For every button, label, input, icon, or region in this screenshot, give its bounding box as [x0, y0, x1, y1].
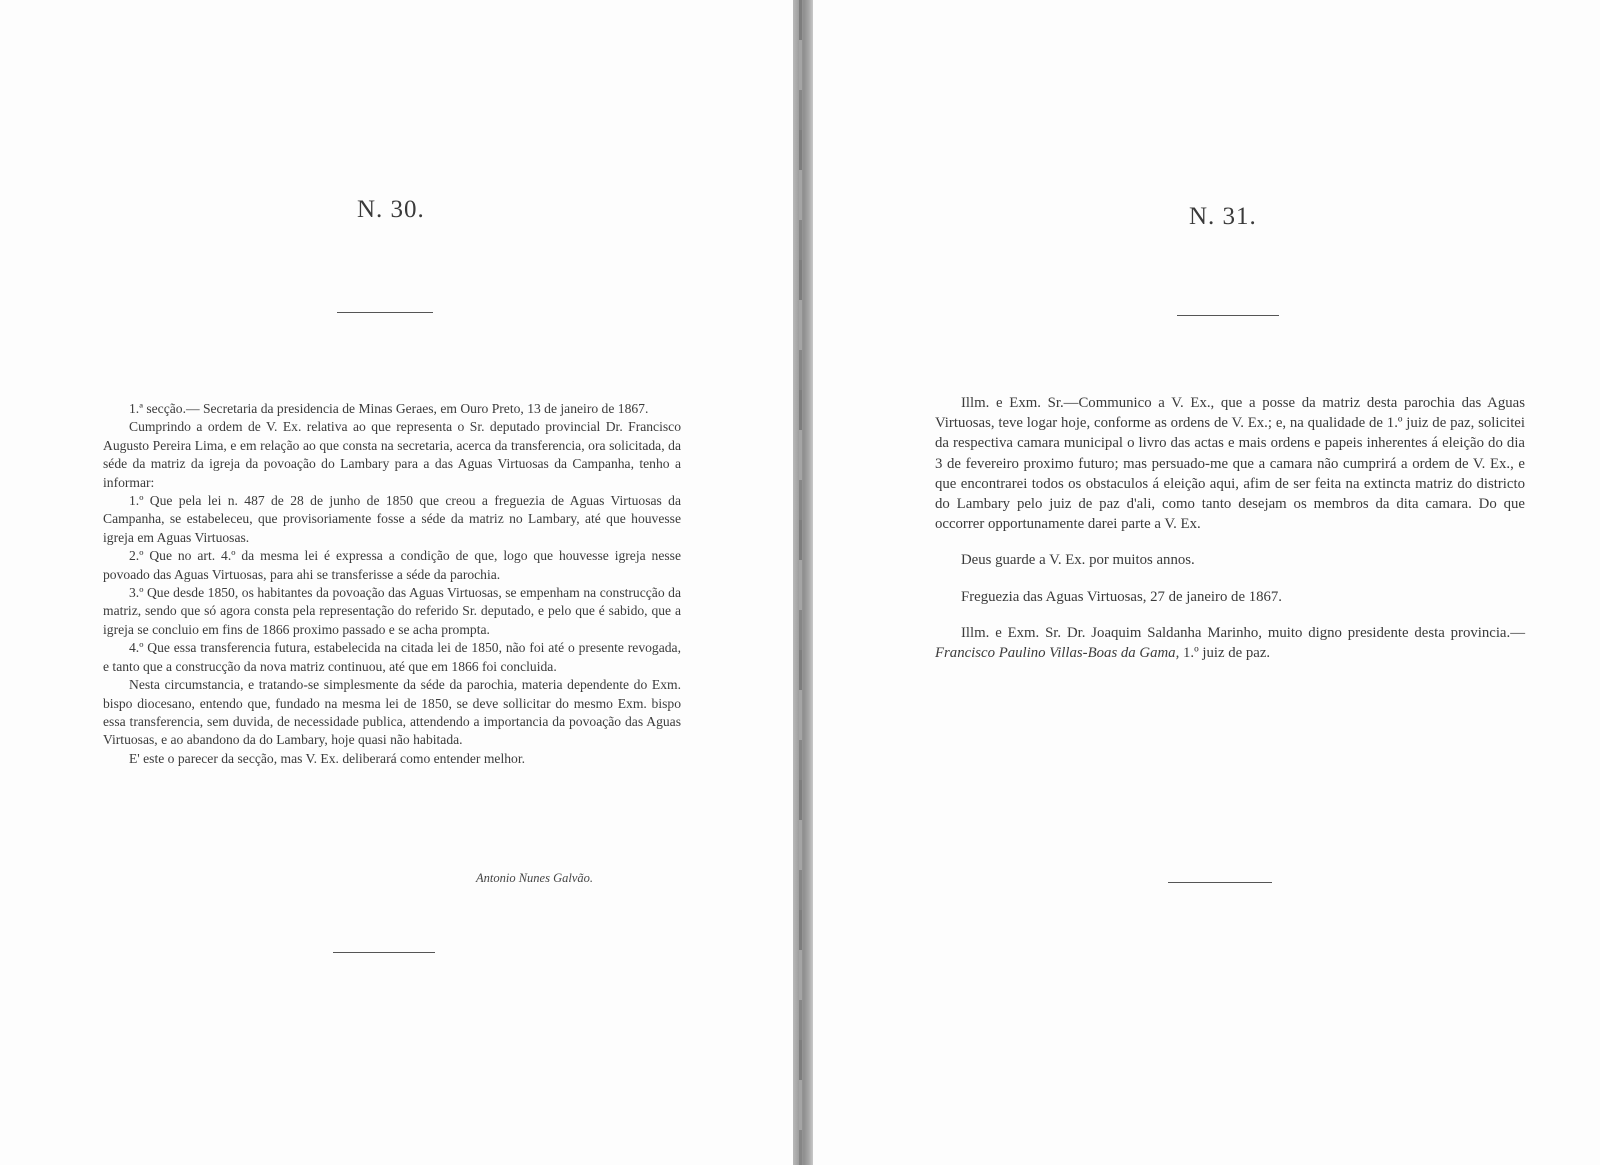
paragraph: Freguezia das Aguas Virtuosas, 27 de janeiro de 1867. — [961, 588, 1283, 605]
paragraph: 4.º Que essa transferencia futura, estabelecida na citada lei de 1850, não foi até o presente revogada, e tanto que a construcção da nova matriz continuou, até que em 1866 foi concluida. — [103, 640, 681, 674]
closing-suffix: 1.º juiz de paz. — [1179, 645, 1271, 662]
closing-prefix: Illm. e Exm. Sr. Dr. Joaquim Saldanha Marinho, muito digno presidente desta provincia.— — [961, 624, 1525, 641]
paragraph: 1.º Que pela lei n. 487 de 28 de junho de 1850 que creou a freguezia de Aguas Virtuosas da Campanha, se estabeleceu, que provisoriamente fosse a séde da matriz no Lambary, até que houvesse igreja em Aguas Virtuosas. — [103, 493, 681, 545]
document-body — [103, 400, 681, 768]
signature: Antonio Nunes Galvão. — [476, 871, 594, 885]
paragraph: Nesta circumstancia, e tratando-se simplesmente da séde da parochia, materia dependente do Exm. bispo diocesano, entendo que, fundado na mesma lei de 1850, se deve sollicitar do mesmo Exm. bispo essa transferencia, sem duvida, de necessidade publica, attendendo a importancia da povoação das Aguas Virtuosas, e ao abandono da do Lambary, hoje quasi não habitada. — [103, 677, 681, 748]
heading-divider — [1177, 315, 1279, 316]
document-body — [935, 393, 1525, 663]
document-number-heading: N. 30. — [357, 196, 425, 223]
closing-paragraph — [935, 623, 1525, 663]
heading-divider — [337, 312, 433, 313]
paragraph: 1.ª secção.— Secretaria da presidencia de Minas Geraes, em Ouro Preto, 13 de janeiro de 1867. — [129, 401, 649, 416]
paragraph: Illm. e Exm. Sr.—Communico a V. Ex., que a posse da matriz desta parochia das Aguas Virtuosas, teve logar hoje, conforme as ordens de V. Ex.; e, na qualidade de 1.º juiz de paz, solicitei da respectiva camara municipal o livro das actas e mais ordens e papeis inherentes á eleição do dia 3 de fevereiro proximo futuro; mas persuado-me que a camara não cumprirá a ordem de V. Ex., e que encontrarei todos os obstaculos á eleição aqui, afim de ser feita na extincta matriz do districto do Lambary pelo juiz de paz d'ali, como tanto desejam os membros da dita camara. Do que occorrer opportunamente darei parte a V. Ex. — [935, 395, 1525, 533]
book-spine — [793, 0, 813, 1165]
document-number-heading: N. 31. — [1189, 203, 1257, 230]
end-divider — [1168, 882, 1272, 883]
right-page — [813, 0, 1600, 1165]
closing-name: Francisco Paulino Villas-Boas da Gama, — [935, 645, 1180, 662]
paragraph: Cumprindo a ordem de V. Ex. relativa ao que representa o Sr. deputado provincial Dr. Francisco Augusto Pereira Lima, e em relação ao que consta na secretaria, acerca da transferencia, ora solicitada, da séde da matriz da igreja da povoação do Lambary para a das Aguas Virtuosas da Campanha, tenho a informar: — [103, 419, 681, 490]
left-page — [0, 0, 793, 1165]
paragraph: Deus guarde a V. Ex. por muitos annos. — [961, 552, 1195, 569]
end-divider — [333, 952, 435, 953]
paragraph: E' este o parecer da secção, mas V. Ex. deliberará como entender melhor. — [129, 750, 525, 766]
paragraph: 3.º Que desde 1850, os habitantes da povoação das Aguas Virtuosas, se empenham na construcção da matriz, sendo que só agora consta pela representação do referido Sr. deputado, e pelo que é sabido, que a igreja se concluio em fins de 1866 proximo passado e se acha prompta. — [103, 585, 681, 637]
paragraph: 2.º Que no art. 4.º da mesma lei é expressa a condição de que, logo que houvesse igreja nesse povoado das Aguas Virtuosas, para ahi se transferisse a séde da parochia. — [103, 548, 681, 582]
